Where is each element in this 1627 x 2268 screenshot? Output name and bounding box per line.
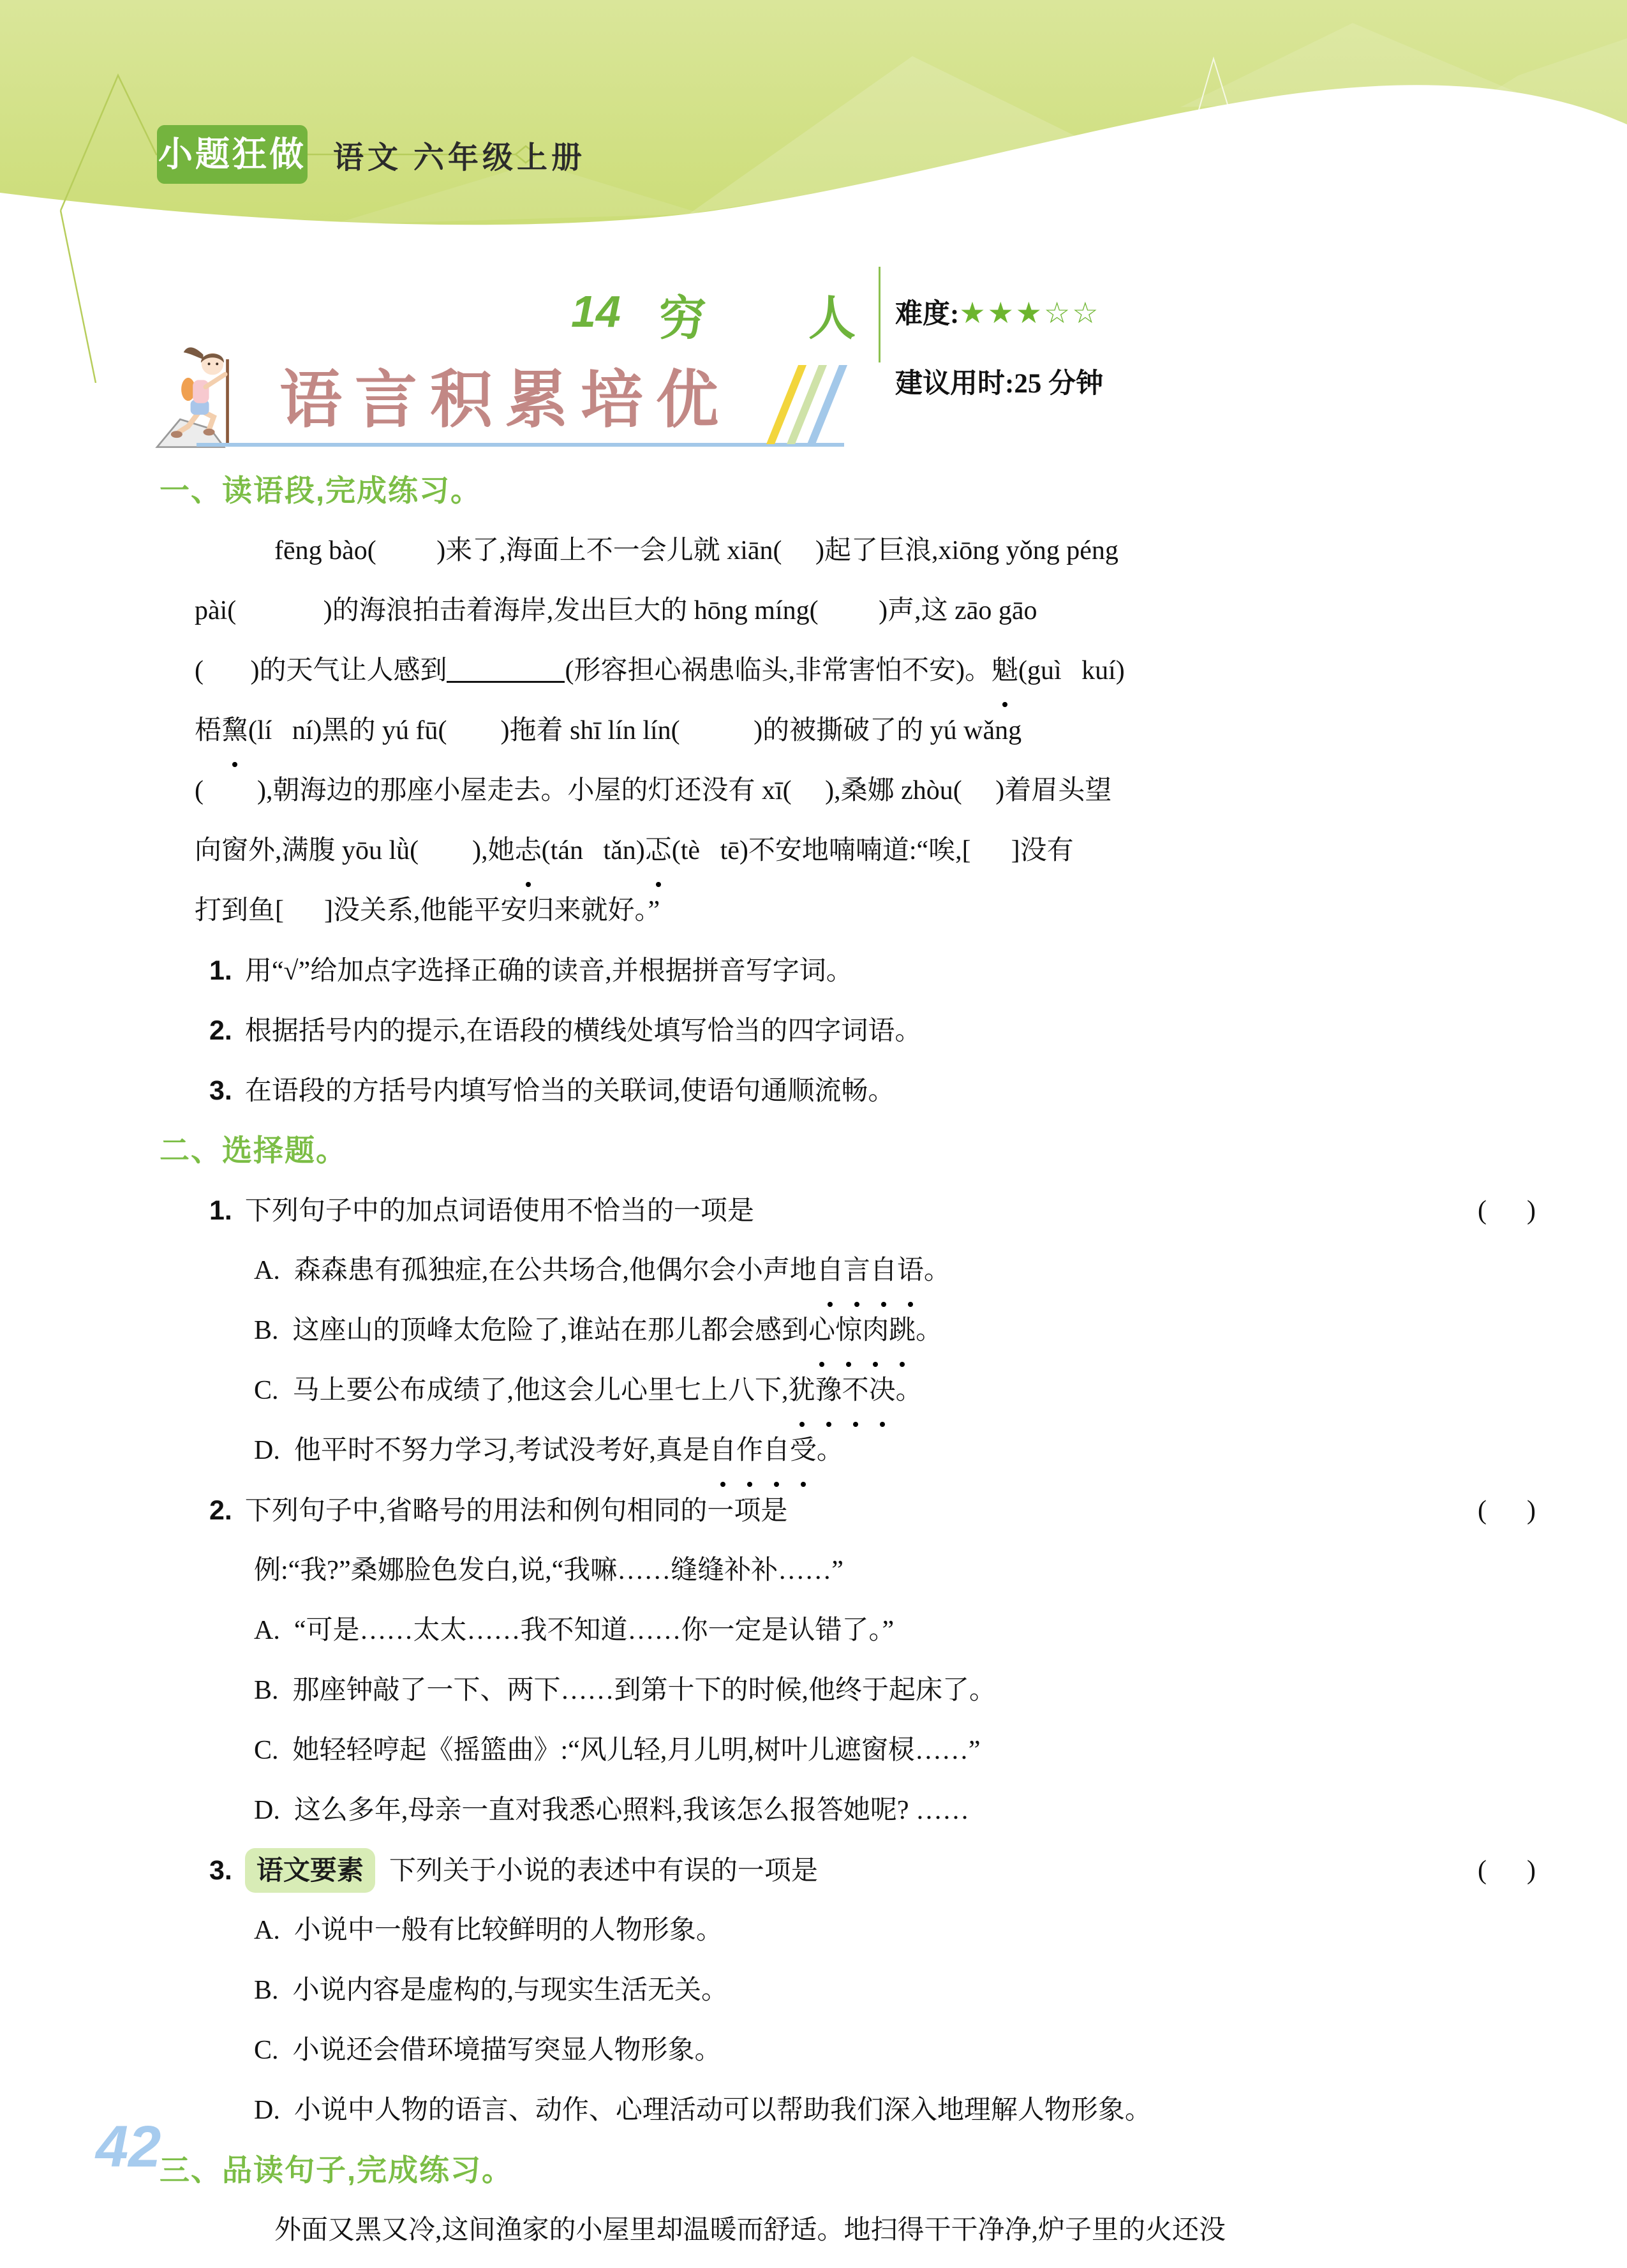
passage-line-2: pài( )的海浪拍击着海岸,发出巨大的 hōng míng( )声,这 zāo gāo (195, 596, 1037, 625)
option-text: 小说中一般有比较鲜明的人物形象。 (293, 1916, 723, 1945)
question-number: 1. (209, 1195, 232, 1226)
question-number: 3. (209, 1855, 232, 1886)
question-1-option-d (160, 1421, 1541, 1481)
lesson-number: 14 (571, 287, 621, 336)
item-text: 根据括号内的提示,在语段的横线处填写恰当的四字词语。 (244, 1017, 922, 1046)
option-label: C. (254, 2036, 279, 2065)
option-text: 那座钟敲了一下、两下……到第十下的时候,他终于起床了。 (292, 1676, 997, 1705)
answer-blank: ( ) (1478, 1496, 1536, 1525)
option-text: 森森患有孤独症,在公共场合,他偶尔会小声地自言自语。 (294, 1256, 951, 1285)
option-label: D. (254, 1436, 280, 1465)
question-1-stem (160, 1181, 1541, 1241)
question-2-option-b (160, 1660, 1541, 1720)
passage-line-7: 打到鱼[ ]没关系,他能平安归来就好。” (195, 896, 660, 925)
yuwen-yaosu-badge: 语文要素 (245, 1848, 375, 1893)
answer-blank: ( ) (1478, 1856, 1536, 1885)
subject-title: 语文 六年级上册 (333, 140, 586, 175)
question-2-option-d (160, 1780, 1541, 1840)
question-3-option-a (160, 1900, 1541, 1960)
question-3-option-b (160, 1960, 1541, 2020)
difficulty-row (895, 292, 1103, 331)
option-label: B. (254, 1976, 279, 2005)
section1-item-2 (160, 1001, 1541, 1061)
lesson-title-char: 人 (808, 293, 856, 345)
option-label: A. (254, 1256, 280, 1285)
option-label: B. (254, 1676, 279, 1705)
series-badge: 小题狂做 (157, 125, 308, 184)
brand-row (157, 125, 586, 184)
passage-line-1: fēng bào( )来了,海面上不一会儿就 xiān( )起了巨浪,xiōng yǒng péng (274, 536, 1118, 565)
section2-heading: 二、选择题。 (160, 1133, 347, 1167)
page-content (160, 461, 1541, 2260)
question-3-option-c (160, 2020, 1541, 2080)
question-3-option-d (160, 2080, 1541, 2140)
module-banner (152, 341, 886, 453)
item-number: 1. (209, 955, 232, 986)
item-text: 用“√”给加点字选择正确的读音,并根据拼音写字词。 (244, 957, 853, 986)
question-2-option-a (160, 1600, 1541, 1660)
section3-heading: 三、品读句子,完成练习。 (160, 2153, 514, 2187)
option-label: C. (254, 1376, 279, 1405)
stem-left (209, 1840, 818, 1900)
answer-blank: ( ) (1478, 1196, 1536, 1225)
option-text: “可是……太太……我不知道……你一定是认错了。” (293, 1616, 895, 1645)
hiker-girl-illustration (152, 341, 273, 451)
item-text: 在语段的方括号内填写恰当的关联词,使语句通顺流畅。 (244, 1077, 895, 1106)
decor-slash-yellow (766, 365, 806, 444)
stem-left (209, 1481, 787, 1541)
option-text: 这么多年,母亲一直对我悉心照料,我该怎么报答她呢? …… (293, 1796, 969, 1825)
option-label: A. (254, 1616, 280, 1645)
section1-heading: 一、读语段,完成练习。 (160, 474, 482, 507)
stem-text: 下列句子中的加点词语使用不恰当的一项是 (244, 1197, 754, 1226)
option-label: D. (254, 2096, 280, 2125)
option-text: 他平时不努力学习,考试没考好,真是自作自受。 (294, 1436, 843, 1465)
question-2-stem (160, 1481, 1541, 1541)
passage-line-5: ( ),朝海边的那座小屋走去。小屋的灯还没有 xī( ),桑娜 zhòu( )着眉头望 (195, 776, 1112, 805)
option-text: 小说内容是虚构的,与现实生活无关。 (292, 1976, 729, 2005)
lesson-meta (895, 269, 1103, 424)
item-number: 2. (209, 1015, 232, 1046)
stem-left (209, 1181, 754, 1241)
module-title: 语言积累培优 (279, 364, 732, 435)
option-text: 她轻轻哼起《摇篮曲》:“风儿轻,月儿明,树叶儿遮窗棂……” (292, 1736, 981, 1765)
stem-text: 下列句子中,省略号的用法和例句相同的一项是 (244, 1496, 788, 1526)
section1-item-1 (160, 941, 1541, 1001)
section3-paragraph: 外面又黑又冷,这间渔家的小屋里却温暖而舒适。地扫得干干净净,炉子里的火还没 (274, 2216, 1226, 2245)
page-number: 42 (96, 2114, 161, 2179)
question-2-option-c (160, 1720, 1541, 1780)
difficulty-label: 难度: (895, 299, 960, 329)
option-label: A. (254, 1916, 280, 1945)
question-number: 2. (209, 1495, 232, 1526)
question-1-option-a (160, 1241, 1541, 1301)
passage-line-6: 向窗外,满腹 yōu lǜ( ),她忐(tán tǎn)忑(tè tē)不安地喃喃道:“唉,[ ]没有 (160, 821, 1541, 881)
question-3-stem (160, 1840, 1541, 1900)
option-text: 小说中人物的语言、动作、心理活动可以帮助我们深入地理解人物形象。 (293, 2096, 1152, 2125)
item-number: 3. (209, 1075, 232, 1106)
question-1-option-c (160, 1361, 1541, 1421)
option-text: 马上要公布成绩了,他这会儿心里七上八下,犹豫不决。 (293, 1376, 923, 1405)
option-label: D. (254, 1796, 280, 1825)
question-2-example: 例:“我?”桑娜脸色发白,说,“我嘛……缝缝补补……” (254, 1556, 843, 1585)
option-label: B. (254, 1316, 279, 1345)
lesson-title-char: 穷 (659, 293, 706, 345)
option-text: 这座山的顶峰太危险了,谁站在那儿都会感到心惊肉跳。 (293, 1316, 943, 1345)
module-underline (197, 443, 844, 447)
option-text: 小说还会借环境描写突显人物形象。 (292, 2036, 722, 2065)
passage-line-3: ( )的天气让人感到 (形容担心祸患临头,非常害怕不安)。魁(guì kuí) (160, 641, 1541, 701)
suggested-time: 建议用时:25 分钟 (895, 369, 1104, 399)
difficulty-stars: ★★★☆☆ (959, 295, 1101, 330)
passage-line-4: 梧黧(lí ní)黑的 yú fū( )拖着 shī lín lín( )的被撕破了的 yú wǎng (160, 701, 1541, 761)
section1-item-3 (160, 1061, 1541, 1121)
stem-text: 下列关于小说的表述中有误的一项是 (389, 1856, 818, 1886)
question-1-option-b (160, 1301, 1541, 1361)
option-label: C. (254, 1736, 279, 1765)
